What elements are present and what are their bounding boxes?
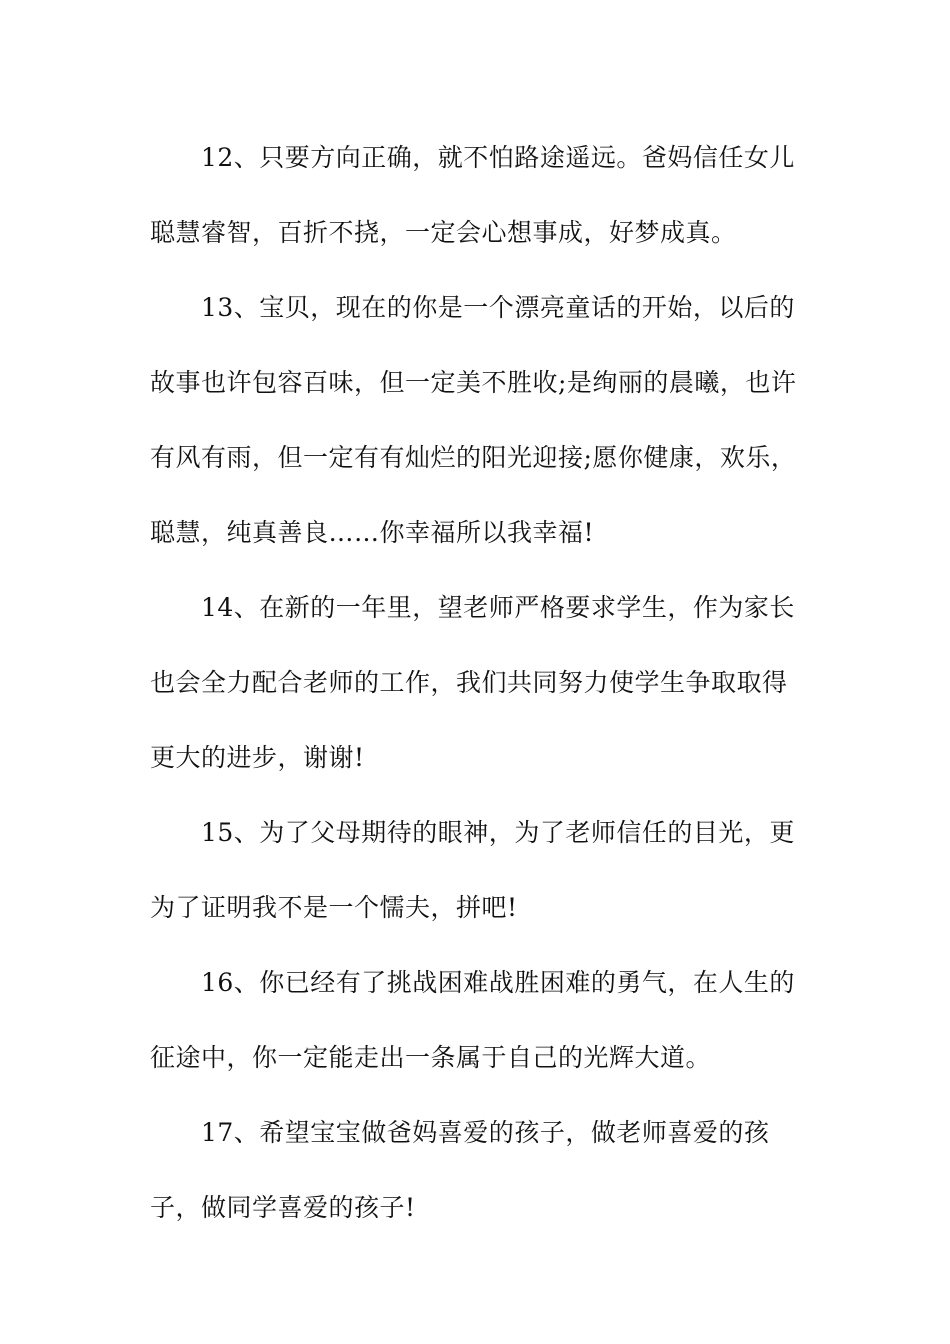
paragraph-16: 16、你已经有了挑战困难战胜困难的勇气，在人生的征途中，你一定能走出一条属于自己的光辉大道。 [150, 968, 795, 1072]
paragraph-17: 17、希望宝宝做爸妈喜爱的孩子，做老师喜爱的孩子，做同学喜爱的孩子! [150, 1118, 770, 1222]
document-body [150, 120, 805, 1245]
paragraph-15: 15、为了父母期待的眼神，为了老师信任的目光，更为了证明我不是一个懦夫，拼吧! [150, 818, 795, 922]
paragraph-13: 13、宝贝，现在的你是一个漂亮童话的开始，以后的故事也许包容百味，但一定美不胜收;是绚丽的晨曦，也许有风有雨，但一定有有灿烂的阳光迎接;愿你健康，欢乐，聪慧，纯真善良……你幸福所以我幸福! [150, 293, 797, 547]
paragraph-14: 14、在新的一年里，望老师严格要求学生，作为家长也会全力配合老师的工作，我们共同努力使学生争取取得更大的进步，谢谢! [150, 593, 795, 772]
paragraph-12: 12、只要方向正确，就不怕路途遥远。爸妈信任女儿聪慧睿智，百折不挠，一定会心想事成，好梦成真。 [150, 143, 795, 247]
